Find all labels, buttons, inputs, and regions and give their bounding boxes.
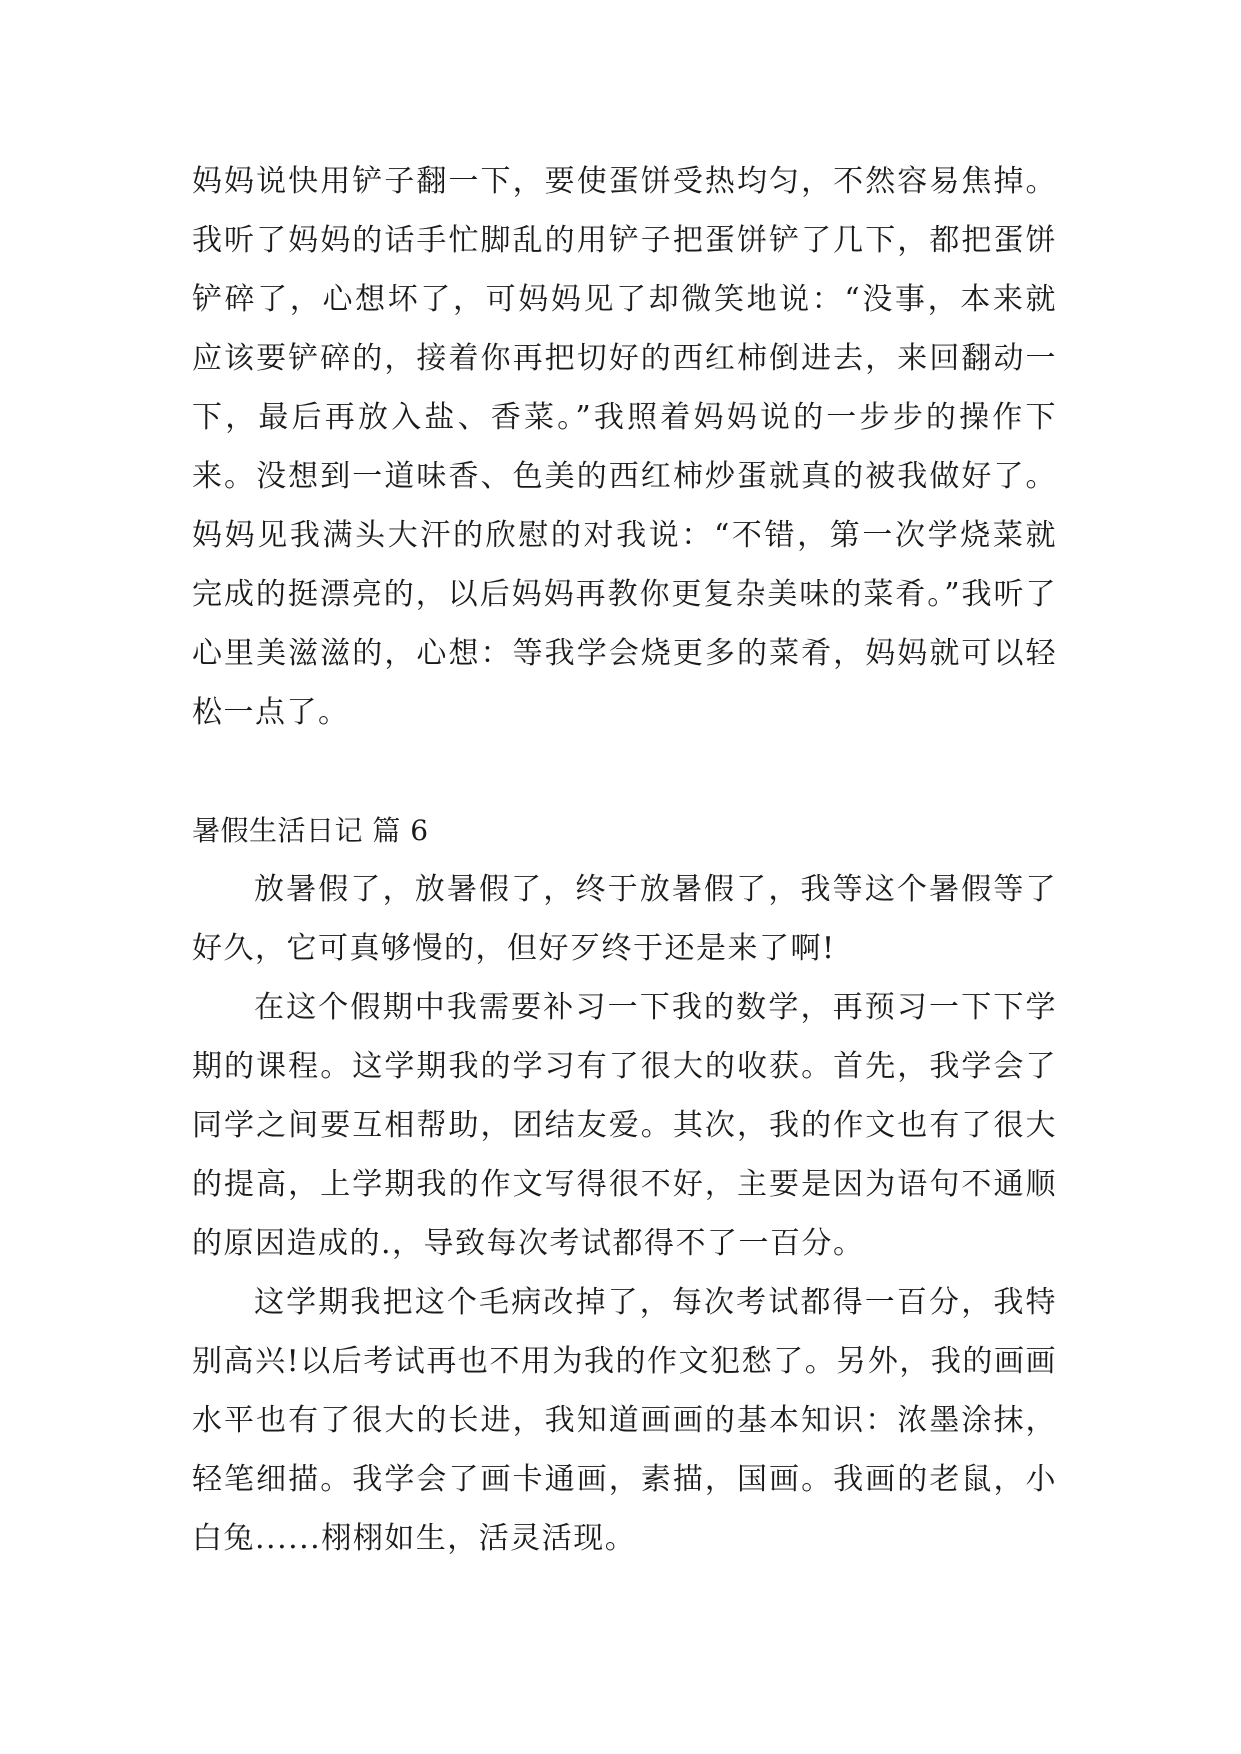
section-heading: 暑假生活日记 篇 6 bbox=[192, 814, 429, 847]
document-body bbox=[192, 152, 1057, 1568]
paragraph-3: 这学期我把这个毛病改掉了，每次考试都得一百分，我特别高兴!以后考试再也不用为我的作文犯愁了。另外，我的画画水平也有了很大的长进，我知道画画的基本知识：浓墨涂抹，轻笔细描。我学会了画卡通画，素描，国画。我画的老鼠，小白兔......栩栩如生，活灵活现。 bbox=[192, 1285, 1057, 1556]
continuation-paragraph: 妈妈说快用铲子翻一下，要使蛋饼受热均匀，不然容易焦掉。我听了妈妈的话手忙脚乱的用铲子把蛋饼铲了几下，都把蛋饼铲碎了，心想坏了，可妈妈见了却微笑地说：“没事，本来就应该要铲碎的，接着你再把切好的西红柿倒进去，来回翻动一下，最后再放入盐、香菜。”我照着妈妈说的一步步的操作下来。没想到一道味香、色美的西红柿炒蛋就真的被我做好了。妈妈见我满头大汗的欣慰的对我说：“不错，第一次学烧菜就完成的挺漂亮的，以后妈妈再教你更复杂美味的菜肴。”我听了心里美滋滋的，心想：等我学会烧更多的菜肴，妈妈就可以轻松一点了。 bbox=[192, 164, 1057, 730]
paragraph-1: 放暑假了，放暑假了，终于放暑假了，我等这个暑假等了好久，它可真够慢的，但好歹终于还是来了啊! bbox=[192, 872, 1057, 966]
section-spacer bbox=[192, 742, 1057, 801]
paragraph-2: 在这个假期中我需要补习一下我的数学，再预习一下下学期的课程。这学期我的学习有了很大的收获。首先，我学会了同学之间要互相帮助，团结友爱。其次，我的作文也有了很大的提高，上学期我的作文写得很不好，主要是因为语句不通顺的原因造成的.，导致每次考试都得不了一百分。 bbox=[192, 990, 1057, 1261]
